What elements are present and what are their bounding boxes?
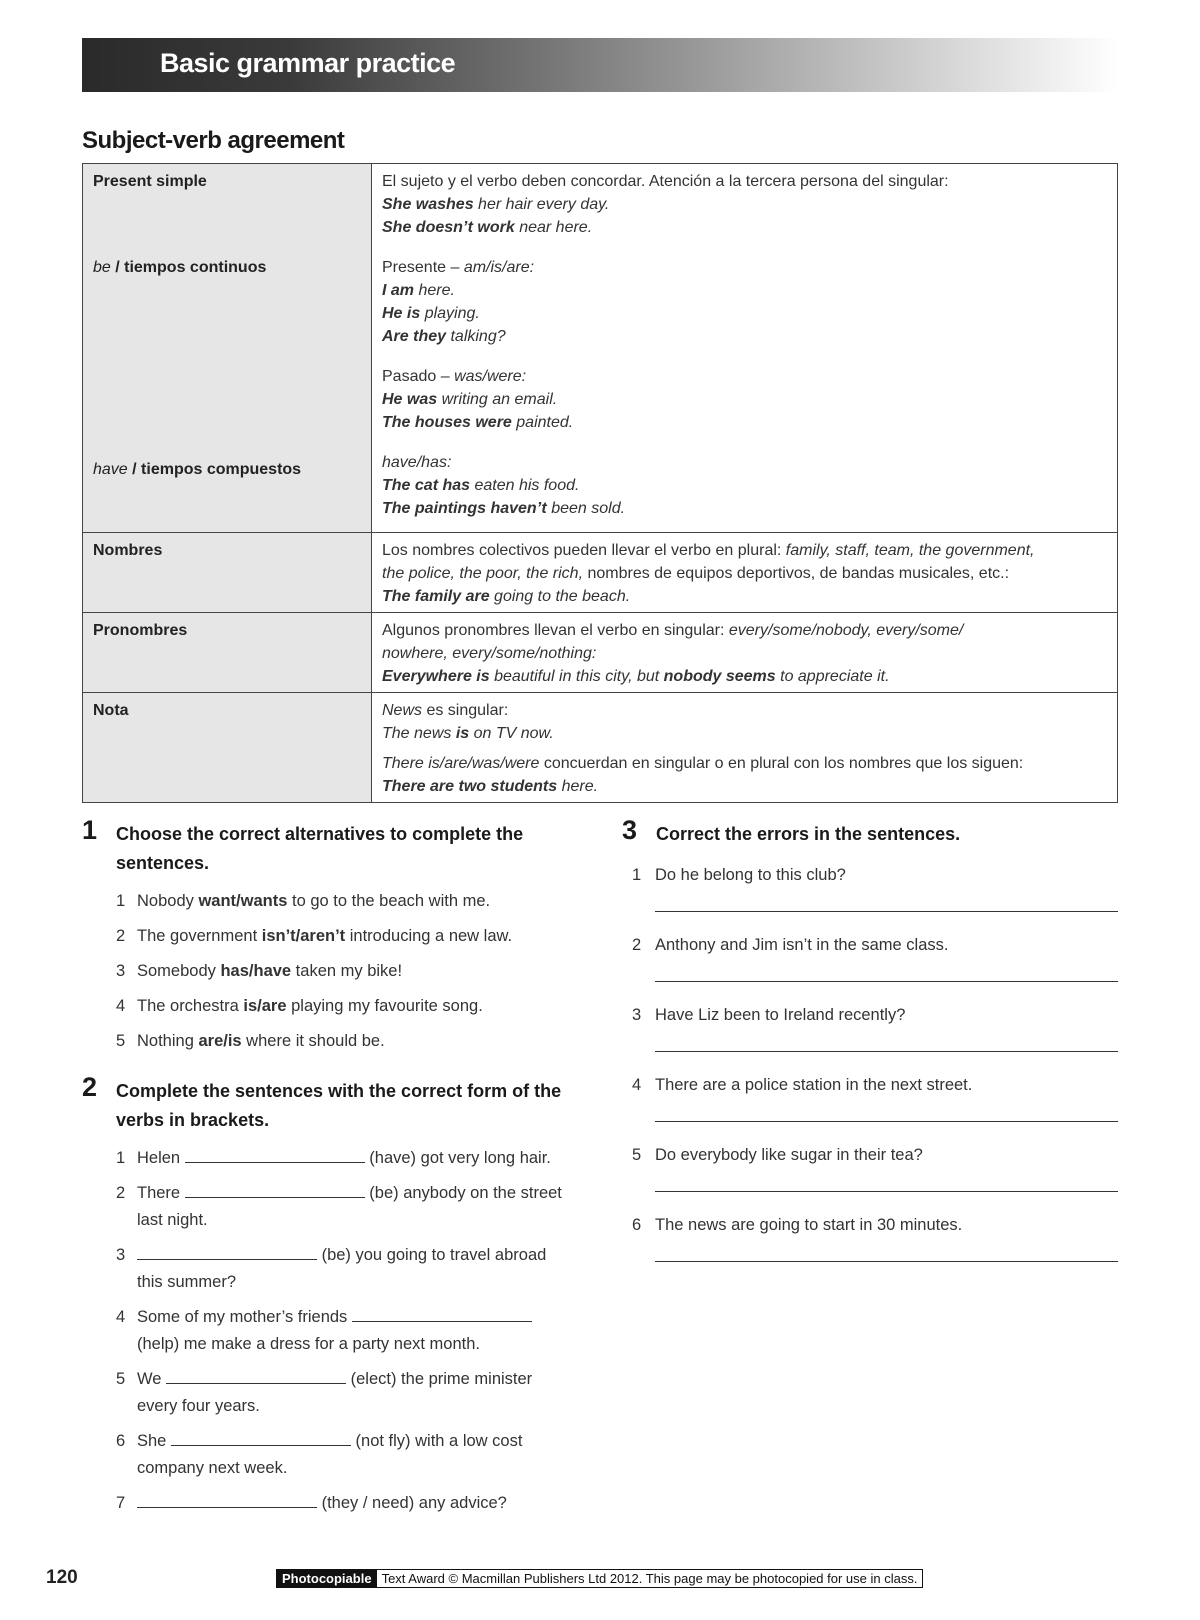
item-number: 3: [116, 962, 126, 980]
list-item: [622, 1143, 1118, 1213]
example: I am here.: [382, 282, 455, 299]
alternatives-choice[interactable]: has/have: [220, 962, 292, 980]
past-intro: Pasado – was/were:: [382, 368, 527, 385]
item-text: playing my favourite song.: [286, 997, 483, 1015]
alternatives-choice[interactable]: are/is: [198, 1032, 242, 1050]
copyright-text: Text Award © Macmillan Publishers Ltd 2012. This page may be photocopied for use in class.: [381, 1571, 918, 1586]
alternatives-choice[interactable]: is/are: [243, 997, 287, 1015]
item-number: 5: [632, 1146, 642, 1164]
present-simple-intro: El sujeto y el verbo deben concordar. Atención a la tercera persona del singular:: [382, 173, 949, 190]
table-row: [83, 533, 1118, 613]
exercise-3-instruction: 3 Correct the errors in the sentences.: [622, 815, 961, 845]
item-number: 5: [116, 1370, 126, 1388]
page-title: Basic grammar practice: [160, 48, 456, 78]
item-number: 2: [632, 936, 642, 954]
answer-blank[interactable]: [166, 1366, 346, 1384]
have-intro: have/has:: [382, 454, 452, 471]
photocopiable-tag: Photocopiable: [277, 1570, 377, 1587]
answer-blank[interactable]: [171, 1428, 351, 1446]
item-text: The orchestra: [137, 997, 244, 1015]
list-item: [82, 1145, 572, 1172]
answer-line[interactable]: [655, 1191, 1118, 1192]
item-number: 7: [116, 1494, 126, 1512]
exercise-number: 2: [82, 1072, 98, 1102]
item-text: (be) you going to travel abroad this summer?: [137, 1246, 547, 1291]
item-number: 4: [632, 1076, 642, 1094]
item-text: We: [137, 1370, 167, 1388]
left-column: [82, 815, 572, 1525]
list-item: [622, 1003, 1118, 1073]
be-intro: Presente – am/is/are:: [382, 259, 535, 276]
list-item: [82, 958, 572, 985]
table-text-cell: Los nombres colectivos pueden llevar el verbo en plural: family, staff, team, the government, the police, the poor, the rich, nombres de equipos deportivos, de bandas musicales, etc.: The family are going to the beach.: [372, 533, 1118, 613]
list-item: [82, 1180, 572, 1234]
exercise-3: [622, 815, 1118, 1283]
list-item: [82, 888, 572, 915]
label-nota: Nota: [83, 693, 372, 803]
example: She doesn’t work near here.: [382, 219, 593, 236]
label-have-perfect: have / tiempos compuestos: [93, 461, 302, 478]
item-number: 4: [116, 997, 126, 1015]
alternatives-choice[interactable]: want/wants: [198, 892, 288, 910]
answer-blank[interactable]: [185, 1145, 365, 1163]
answer-blank[interactable]: [352, 1304, 532, 1322]
label-pronombres: Pronombres: [83, 613, 372, 693]
table-text-cell: News es singular: The news is on TV now. There is/are/was/were concuerdan en singular o en plural con los nombres que los siguen: There are two students here.: [372, 693, 1118, 803]
item-text: (they / need) any advice?: [317, 1494, 507, 1512]
answer-line[interactable]: [655, 1121, 1118, 1122]
exercise-2-items: [82, 1145, 572, 1517]
item-text: The government: [137, 927, 262, 945]
item-number: 1: [116, 1149, 126, 1167]
item-number: 6: [116, 1432, 126, 1450]
item-text: (have) got very long hair.: [364, 1149, 551, 1167]
exercise-number: 3: [622, 815, 638, 845]
item-text: taken my bike!: [291, 962, 403, 980]
item-text: Have Liz been to Ireland recently?: [655, 1006, 906, 1024]
list-item: [82, 923, 572, 950]
answer-blank[interactable]: [137, 1242, 317, 1260]
item-text: Somebody: [137, 962, 221, 980]
item-text: (help) me make a dress for a party next month.: [137, 1335, 480, 1353]
item-number: 5: [116, 1032, 126, 1050]
exercise-1-instruction: 1 Choose the correct alternatives to complete the sentences.: [82, 815, 524, 873]
item-text: There are a police station in the next street.: [655, 1076, 973, 1094]
item-text: to go to the beach with me.: [287, 892, 491, 910]
item-text: Some of my mother’s friends: [137, 1308, 352, 1326]
example: The news is on TV now.: [382, 725, 554, 742]
answer-line[interactable]: [655, 1261, 1118, 1262]
answer-line[interactable]: [655, 911, 1118, 912]
example: Everywhere is beautiful in this city, but nobody seems to appreciate it.: [382, 668, 890, 685]
answer-line[interactable]: [655, 981, 1118, 982]
example: The paintings haven’t been sold.: [382, 500, 626, 517]
example: There are two students here.: [382, 778, 599, 795]
item-text: Anthony and Jim isn’t in the same class.: [655, 936, 949, 954]
item-number: 2: [116, 1184, 126, 1202]
answer-blank[interactable]: [137, 1490, 317, 1508]
exercise-1: [82, 815, 572, 1055]
exercise-2: [82, 1072, 572, 1517]
section-title: Subject-verb agreement: [82, 127, 345, 154]
item-text: She: [137, 1432, 171, 1450]
table-row: [83, 164, 1118, 533]
example: He was writing an email.: [382, 391, 558, 408]
list-item: [622, 1073, 1118, 1143]
item-text: introducing a new law.: [345, 927, 513, 945]
label-nombres: Nombres: [83, 533, 372, 613]
table-label-cell: [83, 164, 372, 533]
label-be-continuous: be / tiempos continuos: [93, 259, 267, 276]
item-text: Do everybody like sugar in their tea?: [655, 1146, 923, 1164]
list-item: [82, 1490, 572, 1517]
example: Are they talking?: [382, 328, 506, 345]
item-text: (be) anybody on the street last night.: [137, 1184, 562, 1229]
item-text: Do he belong to this club?: [655, 866, 846, 884]
exercise-3-items: [622, 863, 1118, 1283]
item-number: 6: [632, 1216, 642, 1234]
grammar-table: [82, 163, 1118, 803]
exercise-2-instruction: 2 Complete the sentences with the correct form of the verbs in brackets.: [82, 1072, 562, 1130]
item-number: 1: [116, 892, 126, 910]
item-number: 1: [632, 866, 642, 884]
example: The family are going to the beach.: [382, 588, 631, 605]
exercise-1-items: [82, 888, 572, 1055]
item-number: 3: [116, 1246, 126, 1264]
list-item: [622, 863, 1118, 933]
item-text: Helen: [137, 1149, 185, 1167]
example: He is playing.: [382, 305, 480, 322]
list-item: [82, 1028, 572, 1055]
item-text: There: [137, 1184, 185, 1202]
exercise-number: 1: [82, 815, 98, 845]
copyright-footer: [276, 1569, 923, 1588]
list-item: [622, 933, 1118, 1003]
item-text: Nothing: [137, 1032, 199, 1050]
table-row: [83, 693, 1118, 803]
table-text-cell: Algunos pronombres llevan el verbo en singular: every/some/nobody, every/some/ nowhere, every/some/nothing: Everywhere is beautiful in this city, but nobody seems to appreciate it.: [372, 613, 1118, 693]
alternatives-choice[interactable]: isn’t/aren’t: [261, 927, 346, 945]
item-text: (not fly) with a low cost company next week.: [137, 1432, 523, 1477]
answer-line[interactable]: [655, 1051, 1118, 1052]
list-item: [82, 1366, 572, 1420]
example: The cat has eaten his food.: [382, 477, 580, 494]
example: The houses were painted.: [382, 414, 574, 431]
item-number: 4: [116, 1308, 126, 1326]
list-item: [622, 1213, 1118, 1283]
item-text: The news are going to start in 30 minutes.: [655, 1216, 963, 1234]
example: She washes her hair every day.: [382, 196, 610, 213]
list-item: [82, 1304, 572, 1358]
item-number: 3: [632, 1006, 642, 1024]
page-number: 120: [46, 1567, 78, 1588]
label-present-simple: Present simple: [93, 173, 207, 190]
item-text: where it should be.: [241, 1032, 385, 1050]
answer-blank[interactable]: [185, 1180, 365, 1198]
table-text-cell: [372, 164, 1118, 533]
item-number: 2: [116, 927, 126, 945]
list-item: [82, 993, 572, 1020]
item-text: (elect) the prime minister every four years.: [137, 1370, 533, 1415]
list-item: [82, 1242, 572, 1296]
list-item: [82, 1428, 572, 1482]
table-row: [83, 613, 1118, 693]
right-column: [622, 815, 1118, 1283]
item-text: Nobody: [137, 892, 199, 910]
